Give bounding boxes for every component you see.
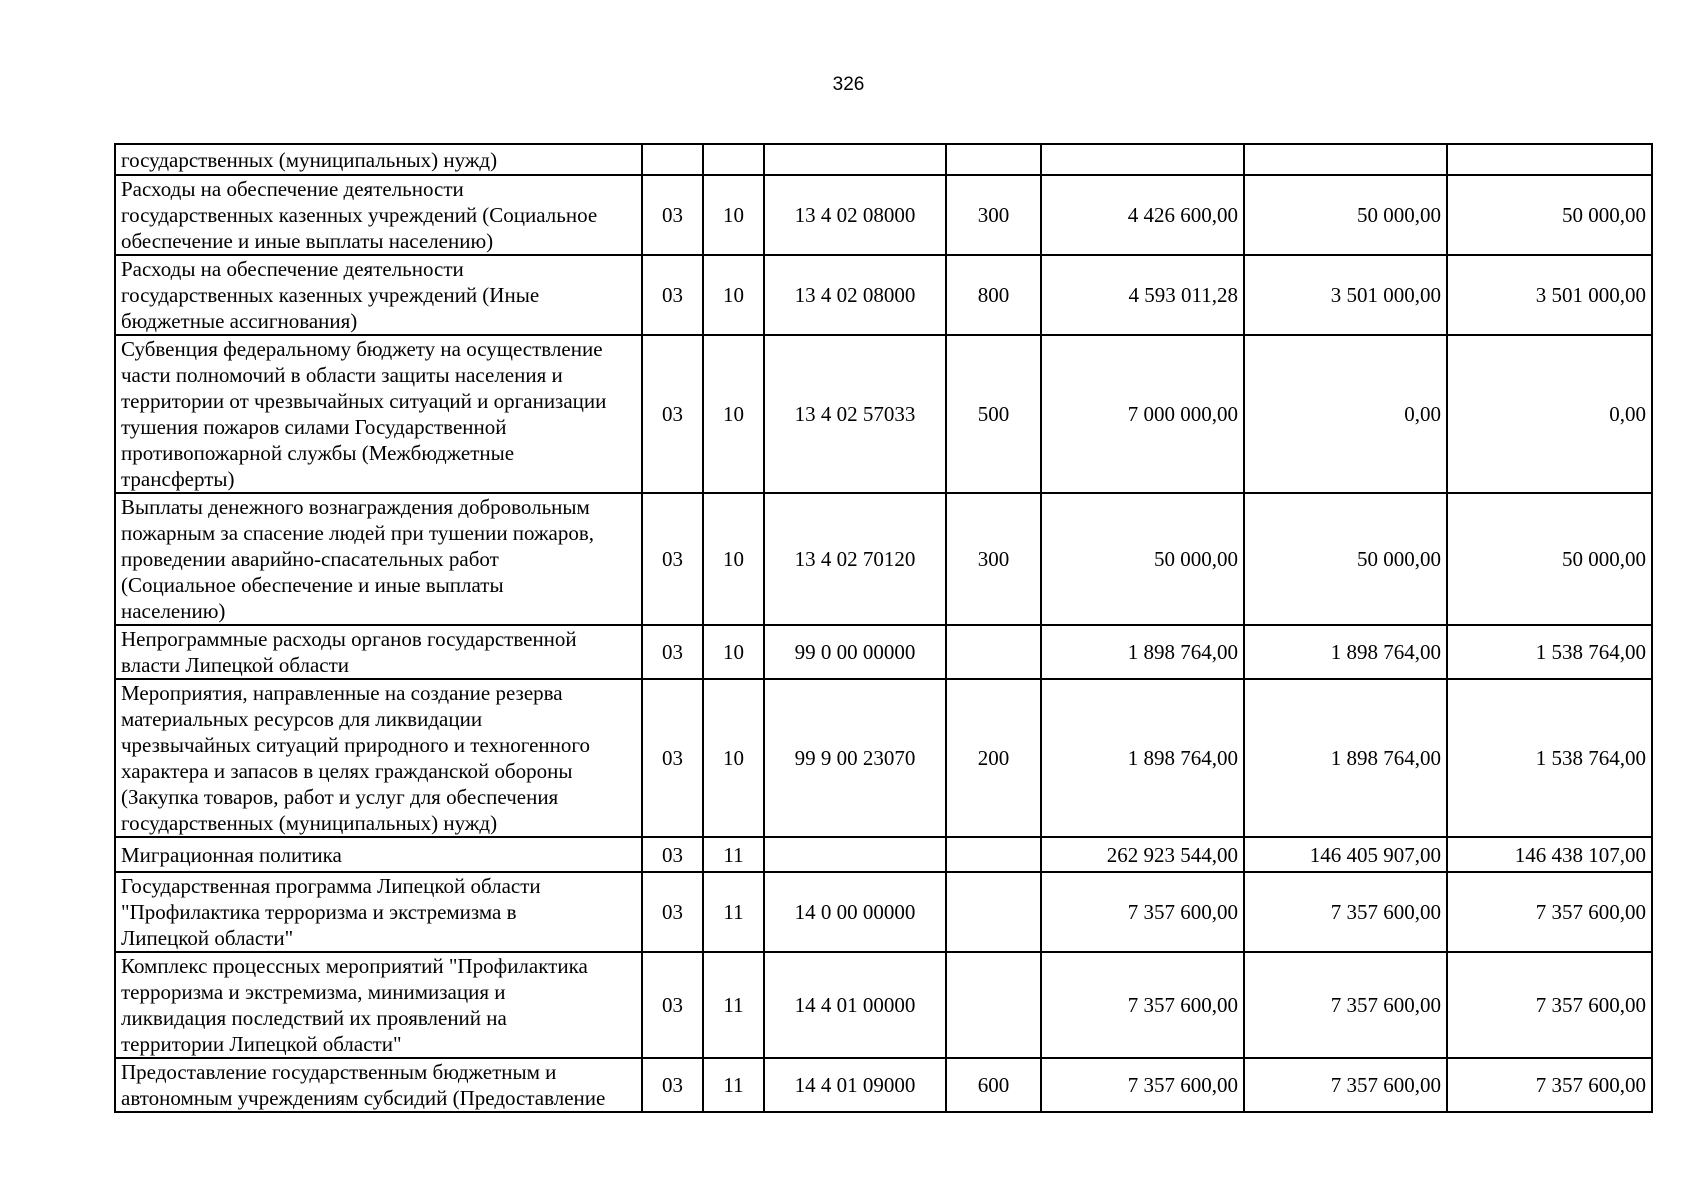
expense-type-cell	[946, 144, 1041, 175]
item-name-line: Миграционная политика	[121, 842, 342, 867]
amount-year-1-cell: 7 357 600,00	[1041, 1058, 1244, 1112]
amount-year-1-cell: 7 000 000,00	[1041, 335, 1244, 493]
section-code-cell: 03	[642, 255, 703, 335]
amount-year-3-cell: 3 501 000,00	[1447, 255, 1652, 335]
amount-year-1-cell	[1041, 144, 1244, 175]
section-code-cell: 03	[642, 175, 703, 255]
item-name-line: Мероприятия, направленные на создание резерва	[121, 681, 563, 705]
table-row	[115, 837, 1652, 872]
target-article-cell: 99 9 00 23070	[764, 679, 946, 837]
budget-table	[114, 143, 1653, 1113]
table-row	[115, 335, 1652, 493]
item-name-cell	[115, 625, 642, 679]
item-name-line: (Социальное обеспечение и иные выплаты	[121, 573, 504, 597]
amount-year-1-cell: 7 357 600,00	[1041, 872, 1244, 952]
table-row	[115, 952, 1652, 1058]
item-name-cell	[115, 493, 642, 625]
amount-year-2-cell: 50 000,00	[1244, 493, 1447, 625]
amount-year-3-cell: 7 357 600,00	[1447, 952, 1652, 1058]
amount-year-3-cell: 0,00	[1447, 335, 1652, 493]
expense-type-cell: 600	[946, 1058, 1041, 1112]
item-name-cell	[115, 255, 642, 335]
target-article-cell: 13 4 02 08000	[764, 255, 946, 335]
amount-year-1-cell: 50 000,00	[1041, 493, 1244, 625]
subsection-code-cell: 11	[703, 837, 764, 872]
amount-year-3-cell: 1 538 764,00	[1447, 625, 1652, 679]
item-name-line: обеспечение и иные выплаты населению)	[121, 229, 494, 253]
amount-year-3-cell: 7 357 600,00	[1447, 1058, 1652, 1112]
item-name-line: государственных (муниципальных) нужд)	[121, 147, 498, 172]
item-name-cell	[115, 175, 642, 255]
section-code-cell: 03	[642, 952, 703, 1058]
subsection-code-cell: 10	[703, 679, 764, 837]
subsection-code-cell: 11	[703, 872, 764, 952]
subsection-code-cell: 11	[703, 1058, 764, 1112]
expense-type-cell: 500	[946, 335, 1041, 493]
table-row	[115, 1058, 1652, 1112]
amount-year-1-cell: 262 923 544,00	[1041, 837, 1244, 872]
table-row	[115, 625, 1652, 679]
amount-year-3-cell	[1447, 144, 1652, 175]
item-name-line: (Закупка товаров, работ и услуг для обеспечения	[121, 785, 559, 809]
section-code-cell: 03	[642, 1058, 703, 1112]
item-name-line: бюджетные ассигнования)	[121, 309, 358, 333]
expense-type-cell: 200	[946, 679, 1041, 837]
amount-year-2-cell	[1244, 144, 1447, 175]
amount-year-1-cell: 4 426 600,00	[1041, 175, 1244, 255]
item-name-line: Выплаты денежного вознаграждения добровольным	[121, 495, 590, 519]
item-name-cell	[115, 335, 642, 493]
item-name-line: чрезвычайных ситуаций природного и техногенного	[121, 733, 590, 757]
item-name-line: пожарным за спасение людей при тушении пожаров,	[121, 521, 595, 545]
table-row	[115, 679, 1652, 837]
target-article-cell: 14 4 01 09000	[764, 1058, 946, 1112]
item-name-line: противопожарной службы (Межбюджетные	[121, 441, 515, 465]
target-article-cell: 14 4 01 00000	[764, 952, 946, 1058]
item-name-line: населению)	[121, 599, 226, 623]
table-row	[115, 493, 1652, 625]
amount-year-2-cell: 50 000,00	[1244, 175, 1447, 255]
target-article-cell: 13 4 02 08000	[764, 175, 946, 255]
subsection-code-cell: 11	[703, 952, 764, 1058]
expense-type-cell: 300	[946, 175, 1041, 255]
expense-type-cell	[946, 952, 1041, 1058]
amount-year-1-cell: 1 898 764,00	[1041, 679, 1244, 837]
item-name-cell	[115, 872, 642, 952]
subsection-code-cell: 10	[703, 255, 764, 335]
item-name-line: Предоставление государственным бюджетным и	[121, 1060, 557, 1084]
item-name-line: Расходы на обеспечение деятельности	[121, 177, 464, 201]
item-name-line: государственных (муниципальных) нужд)	[121, 811, 498, 835]
item-name-cell	[115, 837, 642, 872]
subsection-code-cell: 10	[703, 493, 764, 625]
amount-year-3-cell: 1 538 764,00	[1447, 679, 1652, 837]
item-name-line: Государственная программа Липецкой области	[121, 874, 541, 898]
table-body	[115, 144, 1652, 1112]
item-name-line: "Профилактика терроризма и экстремизма в	[121, 900, 517, 924]
item-name-cell	[115, 1058, 642, 1112]
subsection-code-cell: 10	[703, 335, 764, 493]
expense-type-cell	[946, 837, 1041, 872]
target-article-cell	[764, 837, 946, 872]
section-code-cell: 03	[642, 335, 703, 493]
target-article-cell: 13 4 02 57033	[764, 335, 946, 493]
amount-year-1-cell: 4 593 011,28	[1041, 255, 1244, 335]
expense-type-cell: 800	[946, 255, 1041, 335]
amount-year-3-cell: 146 438 107,00	[1447, 837, 1652, 872]
expense-type-cell	[946, 625, 1041, 679]
item-name-line: территории Липецкой области"	[121, 1032, 402, 1056]
item-name-line: характера и запасов в целях гражданской обороны	[121, 759, 573, 783]
amount-year-3-cell: 50 000,00	[1447, 493, 1652, 625]
item-name-line: Комплекс процессных мероприятий "Профилактика	[121, 954, 588, 978]
item-name-line: власти Липецкой области	[121, 653, 350, 677]
section-code-cell	[642, 144, 703, 175]
amount-year-2-cell: 7 357 600,00	[1244, 1058, 1447, 1112]
item-name-line: Непрограммные расходы органов государственной	[121, 627, 577, 651]
item-name-line: трансферты)	[121, 467, 235, 491]
item-name-line: части полномочий в области защиты населения и	[121, 363, 563, 387]
amount-year-1-cell: 7 357 600,00	[1041, 952, 1244, 1058]
item-name-line: терроризма и экстремизма, минимизация и	[121, 980, 506, 1004]
table-row	[115, 872, 1652, 952]
section-code-cell: 03	[642, 625, 703, 679]
section-code-cell: 03	[642, 837, 703, 872]
amount-year-2-cell: 3 501 000,00	[1244, 255, 1447, 335]
item-name-line: Расходы на обеспечение деятельности	[121, 257, 464, 281]
item-name-cell	[115, 144, 642, 175]
item-name-line: Субвенция федеральному бюджету на осуществление	[121, 337, 603, 361]
item-name-cell	[115, 679, 642, 837]
item-name-line: материальных ресурсов для ликвидации	[121, 707, 483, 731]
expense-type-cell: 300	[946, 493, 1041, 625]
subsection-code-cell	[703, 144, 764, 175]
table-row	[115, 255, 1652, 335]
amount-year-1-cell: 1 898 764,00	[1041, 625, 1244, 679]
target-article-cell: 14 0 00 00000	[764, 872, 946, 952]
item-name-line: Липецкой области"	[121, 926, 294, 950]
page-number: 326	[832, 74, 865, 95]
subsection-code-cell: 10	[703, 175, 764, 255]
amount-year-2-cell: 146 405 907,00	[1244, 837, 1447, 872]
item-name-line: ликвидация последствий их проявлений на	[121, 1006, 507, 1030]
section-code-cell: 03	[642, 679, 703, 837]
amount-year-2-cell: 7 357 600,00	[1244, 952, 1447, 1058]
amount-year-3-cell: 50 000,00	[1447, 175, 1652, 255]
item-name-line: автономным учреждениям субсидий (Предоставление	[121, 1086, 606, 1110]
item-name-line: государственных казенных учреждений (Иные	[121, 283, 540, 307]
subsection-code-cell: 10	[703, 625, 764, 679]
table-row	[115, 144, 1652, 175]
target-article-cell	[764, 144, 946, 175]
amount-year-2-cell: 7 357 600,00	[1244, 872, 1447, 952]
amount-year-2-cell: 1 898 764,00	[1244, 679, 1447, 837]
item-name-cell	[115, 952, 642, 1058]
target-article-cell: 99 0 00 00000	[764, 625, 946, 679]
section-code-cell: 03	[642, 493, 703, 625]
amount-year-2-cell: 0,00	[1244, 335, 1447, 493]
table-row	[115, 175, 1652, 255]
expense-type-cell	[946, 872, 1041, 952]
amount-year-3-cell: 7 357 600,00	[1447, 872, 1652, 952]
item-name-line: территории от чрезвычайных ситуаций и организации	[121, 389, 607, 413]
item-name-line: тушения пожаров силами Государственной	[121, 415, 507, 439]
target-article-cell: 13 4 02 70120	[764, 493, 946, 625]
amount-year-2-cell: 1 898 764,00	[1244, 625, 1447, 679]
item-name-line: государственных казенных учреждений (Социальное	[121, 203, 598, 227]
section-code-cell: 03	[642, 872, 703, 952]
item-name-line: проведении аварийно-спасательных работ	[121, 547, 499, 571]
